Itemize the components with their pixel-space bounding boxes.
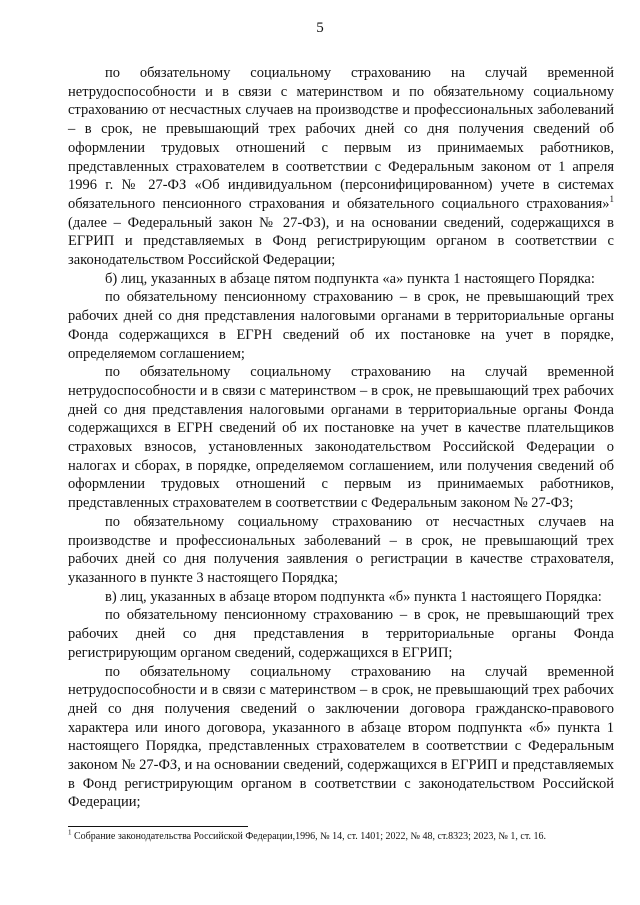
page-number: 5 <box>316 20 324 36</box>
footnote <box>68 830 614 843</box>
paragraph-7: по обязательному пенсионному страхованию – в срок, не превышающий трех рабочих дней со дня представления в территориальные органы Фонда регистрирующим органом сведений, содержащихся в ЕГРИП; <box>68 607 614 661</box>
document-body <box>68 64 614 812</box>
paragraph-2: б) лиц, указанных в абзаце пятом подпункта «а» пункта 1 настоящего Порядка: <box>105 270 595 287</box>
paragraph-text-continued: (далее – Федеральный закон № 27-ФЗ), и на основании сведений, содержащихся в ЕГРИП и представляемых в Фонд регистрирующим органом в соответствии с законодательством Российской Федерации; <box>68 214 614 269</box>
paragraph-1 <box>68 64 614 270</box>
paragraph-5: по обязательному социальному страхованию от несчастных случаев на производстве и профессиональных заболеваний – в срок, не превышающий трех рабочих дней со дня получения заявления о регистрации в качестве страхователя, указанного в пункте 3 настоящего Порядка; <box>68 513 614 586</box>
paragraph-6: в) лиц, указанных в абзаце втором подпункта «б» пункта 1 настоящего Порядка: <box>105 588 602 605</box>
paragraph-text: по обязательному социальному страхованию на случай временной нетрудоспособности и в связи с материнством и по обязательному социальному страхованию от несчастных случаев на производстве и профессиональных заболеваний – в срок, не превышающий трех рабочих дней со дня получения сведений об оформлении трудовых отношений с первым из принимаемых работников, представленных страхователем в соответствии с Федеральным законом от 1 апреля 1996 г. № 27-ФЗ «Об индивидуальном (персонифицированном) учете в системах обязательного пенсионного страхования и обязательного социального страхования» <box>68 65 614 212</box>
footnote-text: Собрание законодательства Российской Федерации,1996, № 14, ст. 1401; 2022, № 48, ст.8323; 2023, № 1, ст. 16. <box>71 831 546 842</box>
paragraph-3: по обязательному пенсионному страхованию – в срок, не превышающий трех рабочих дней со дня представления налоговыми органами в территориальные органы Фонда содержащихся в ЕГРН сведений об их постановке на учет в порядке, определяемом соглашением; <box>68 289 614 362</box>
paragraph-8: по обязательному социальному страхованию на случай временной нетрудоспособности и в связи с материнством – в срок, не превышающий трех рабочих дней со дня получения сведений о заключении договора гражданско-правового характера или иного договора, указанного в абзаце втором подпункта «б» пункта 1 настоящего Порядка, представленных страхователем в соответствии с Федеральным законом № 27-ФЗ, и на основании сведений, содержащихся в ЕГРИП и представляемых в Фонд регистрирующим органом в соответствии с законодательством Российской Федерации; <box>68 663 614 811</box>
footnote-mark: 1 <box>68 828 72 837</box>
footnote-divider <box>68 826 248 827</box>
paragraph-4: по обязательному социальному страхованию на случай временной нетрудоспособности и в связи с материнством – в срок, не превышающий трех рабочих дней со дня представления налоговыми органами в территориальные органы Фонда содержащихся в ЕГРН сведений об их постановке на учет в качестве плательщиков страховых взносов, установленных законодательством Российской Федерации о налогах и сборах, в порядке, определяемом соглашением, или получения сведений об оформлении трудовых отношений с первым из принимаемых работников, представленных страхователем в соответствии с Федеральным законом № 27-ФЗ; <box>68 364 614 512</box>
footnote-reference[interactable]: 1 <box>609 194 614 205</box>
